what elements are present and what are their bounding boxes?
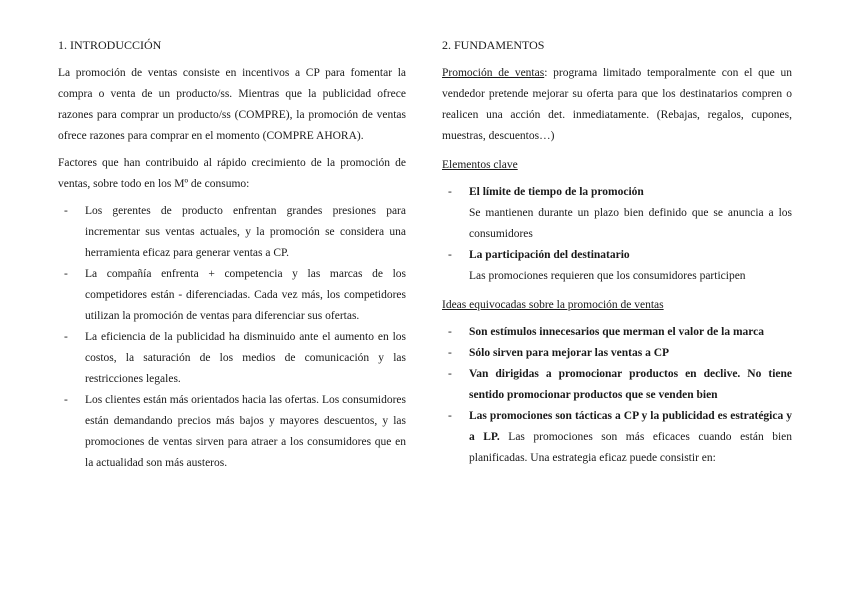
- key-element-title: - La participación del destinatario: [469, 249, 630, 261]
- key-element-title: - El límite de tiempo de la promoción: [469, 186, 644, 198]
- myth-bold: Las promociones son tácticas a CP y la publicidad es estratégica y a LP.: [469, 410, 792, 443]
- myth-bold: Sólo sirven para mejorar las ventas a CP: [469, 347, 670, 359]
- right-column: [442, 36, 792, 469]
- factors-intro-paragraph: Factores que han contribuido al rápido crecimiento de la promoción de ventas, sobre todo en los Mº de consumo:: [58, 157, 406, 190]
- list-item: [442, 182, 792, 245]
- myth-bold: Son estímulos innecesarios que merman el valor de la marca: [469, 326, 765, 338]
- myth-bold: Van dirigidas a promocionar productos en declive. No tiene sentido promocionar productos que se venden bien: [469, 368, 792, 401]
- list-item: - Los clientes están más orientados hacia las ofertas. Los consumidores están demandando precios más bajos y mayores descuentos, y las promociones de ventas sirven para atraer a los consumidores que en la actualidad son más austeros.: [58, 390, 406, 474]
- key-elements-list: [442, 182, 792, 287]
- list-item: - La eficiencia de la publicidad ha disminuido ante el aumento en los costos, la saturación de los medios de comunicación y las restricciones legales.: [58, 327, 406, 390]
- list-item: [442, 322, 792, 343]
- myths-heading: Ideas equivocadas sobre la promoción de ventas: [442, 299, 664, 311]
- list-item: - Los gerentes de producto enfrentan grandes presiones para incrementar sus ventas actuales, y la promoción se considera una herramienta eficaz para generar ventas a CP.: [58, 201, 406, 264]
- section-heading-introduccion: 1. INTRODUCCIÓN: [58, 38, 162, 52]
- left-column: [58, 36, 406, 474]
- key-element-text: Se mantienen durante un plazo bien definido que se anuncia a los consumidores: [469, 207, 792, 240]
- myths-list: [442, 322, 792, 469]
- definition-paragraph: [442, 63, 792, 147]
- list-item: [442, 364, 792, 406]
- definition-text: : programa limitado temporalmente con el que un vendedor pretende mejorar su oferta para que los destinatarios compren o realicen una acción det. inmediatamente. (Rebajas, regalos, cupones, muestras, descuentos…): [442, 67, 792, 142]
- factors-list: [58, 201, 406, 474]
- section-heading-fundamentos: 2. FUNDAMENTOS: [442, 38, 545, 52]
- myth-text: Las promociones son más eficaces cuando están bien planificadas. Una estrategia eficaz puede consistir en:: [469, 431, 793, 464]
- key-element-text: Las promociones requieren que los consumidores participen: [469, 270, 746, 282]
- list-item: [442, 245, 792, 287]
- key-elements-heading: Elementos clave: [442, 159, 518, 171]
- definition-term: Promoción de ventas: [442, 67, 545, 79]
- list-item: [442, 343, 792, 364]
- list-item: [442, 406, 792, 469]
- intro-paragraph: La promoción de ventas consiste en incentivos a CP para fomentar la compra o venta de un producto/ss. Mientras que la publicidad ofrece razones para comprar un producto/ss (COMPRE), la promoción de ventas ofrece razones para comprar en el momento (COMPRE AHORA).: [58, 67, 406, 142]
- list-item: - La compañía enfrenta + competencia y las marcas de los competidores están - diferenciadas. Cada vez más, los competidores utilizan la promoción de ventas para diferenciar sus ofertas.: [58, 264, 406, 327]
